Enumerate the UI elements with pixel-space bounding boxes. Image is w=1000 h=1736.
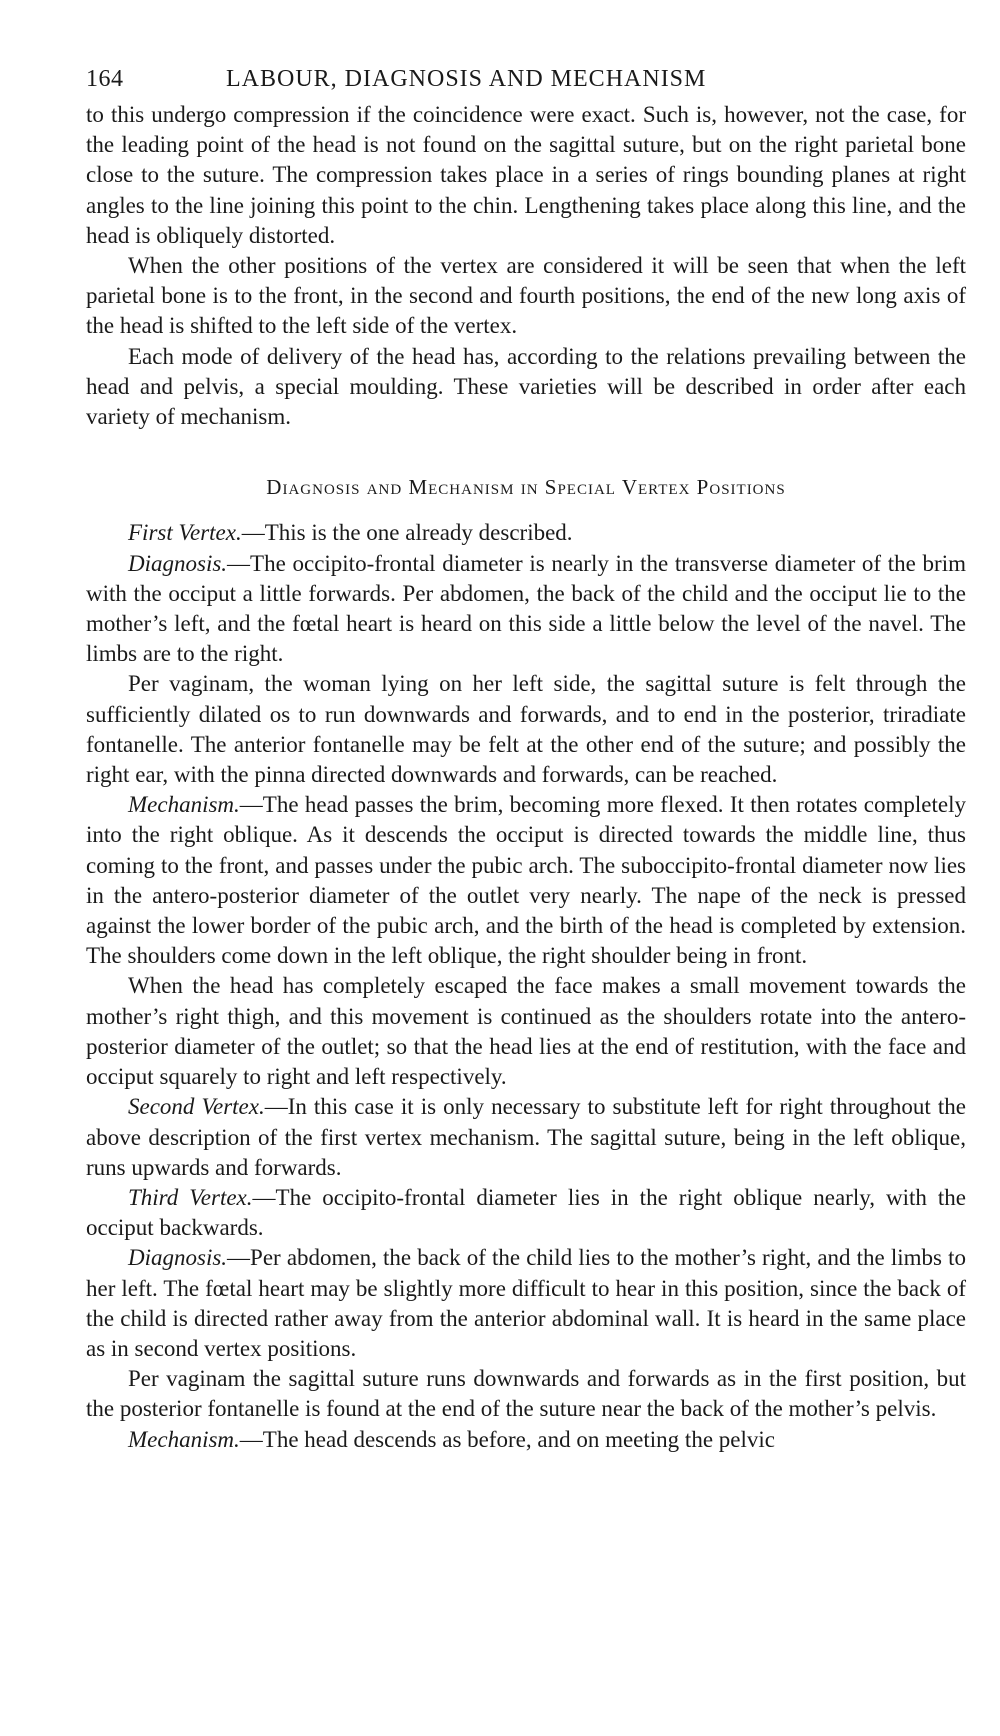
paragraph-diagnosis [86, 549, 966, 670]
paragraph-text: —In this case it is only necessary to substitute left for right throughout the above description of the first vertex mechanism. The sagittal suture, being in the left oblique, runs upwards and forwards. [86, 1094, 966, 1180]
running-title: LABOUR, DIAGNOSIS AND MECHANISM [226, 66, 707, 92]
paragraph: When the other positions of the vertex are considered it will be seen that when the left parietal bone is to the front, in the second and fourth positions, the end of the new long axis of the head is shifted to the left side of the vertex. [86, 253, 966, 339]
section-heading: Diagnosis and Mechanism in Special Vertex Positions [266, 475, 786, 500]
paragraph-mechanism [86, 1425, 966, 1455]
paragraph [86, 669, 966, 790]
paragraph-third-vertex [86, 1183, 966, 1243]
paragraph-text: —The head descends as before, and on meeting the pelvic [239, 1426, 775, 1452]
paragraph-text: —The occipito-frontal diameter is nearly in the transverse diameter of the brim with the occiput a little forwards. Per abdomen, the back of the child and the occiput lie to the mother’s left, and the fœtal heart is heard on this side a little below the level of the navel. The limbs are to the right. [86, 550, 966, 667]
page-number: 164 [86, 66, 124, 92]
paragraph-mechanism [86, 790, 966, 971]
paragraph-text: —Per abdomen, the back of the child lies to the mother’s right, and the limbs to her left. The fœtal heart may be slightly more difficult to hear in this position, since the back of the child is directed rather away from the anterior abdominal wall. It is heard in the same place as in second vertex positions. [86, 1245, 966, 1361]
paragraph-label: Mechanism. [128, 792, 240, 818]
paragraph-label: Second Vertex. [128, 1094, 265, 1120]
paragraph-text: When the head has completely escaped the face makes a small movement towards the mother’s right thigh, and this movement is continued as the shoulders rotate into the antero-posterior diameter of the outlet; so that the head lies at the end of restitution, with the face and occiput squarely to right and left respectively. [86, 973, 966, 1090]
paragraph-diagnosis [86, 1243, 966, 1364]
paragraph: Each mode of delivery of the head has, according to the relations prevailing between the head and pelvis, a special moulding. These varieties will be described in order after each variety of mechanism. [86, 343, 966, 430]
paragraph-label: Diagnosis. [128, 1245, 228, 1271]
paragraph: to this undergo compression if the coincidence were exact. Such is, however, not the case, for the leading point of the head is not found on the sagittal suture, but on the right parietal bone close to the suture. The compression takes place in a series of rings bounding planes at right angles to the line joining this point to the chin. Lengthening takes place along this line, and the head is obliquely distorted. [86, 102, 966, 248]
paragraph-first-vertex [86, 518, 966, 548]
paragraph-second-vertex [86, 1092, 966, 1183]
paragraph-label: Mechanism. [128, 1426, 240, 1452]
paragraph-label: Third Vertex. [128, 1184, 253, 1210]
paragraph-text: Per vaginam the sagittal suture runs downwards and forwards as in the first position, but the posterior fontanelle is found at the end of the suture near the back of the mother’s pelvis. [86, 1366, 966, 1422]
paragraph-label: Diagnosis. [128, 550, 228, 576]
running-head [86, 60, 966, 100]
paragraph [86, 971, 966, 1092]
paragraph-text: —This is the one already described. [241, 520, 573, 546]
paragraph-label: First Vertex. [128, 520, 242, 546]
paragraph-text: Per vaginam, the woman lying on her left side, the sagittal suture is felt through the sufficiently dilated os to run downwards and forwards, and to end in the posterior, triradiate fontanelle. The anterior fontanelle may be felt at the other end of the suture; and possibly the right ear, with the pinna directed downwards and forwards, can be reached. [86, 671, 966, 788]
paragraph-text: —The occipito-frontal diameter lies in the right oblique nearly, with the occiput backwards. [86, 1184, 966, 1241]
paragraph-text: —The head passes the brim, becoming more flexed. It then rotates completely into the right oblique. As it descends the occiput is directed towards the middle line, thus coming to the front, and passes under the pubic arch. The suboccipito-frontal diameter now lies in the antero-posterior diameter of the outlet very nearly. The nape of the neck is pressed against the lower border of the pubic arch, and the birth of the head is completed by extension. The shoulders come down in the left oblique, the right shoulder being in front. [86, 792, 966, 969]
paragraph [86, 1364, 966, 1424]
book-page [86, 60, 966, 1455]
body-text [86, 100, 966, 1455]
